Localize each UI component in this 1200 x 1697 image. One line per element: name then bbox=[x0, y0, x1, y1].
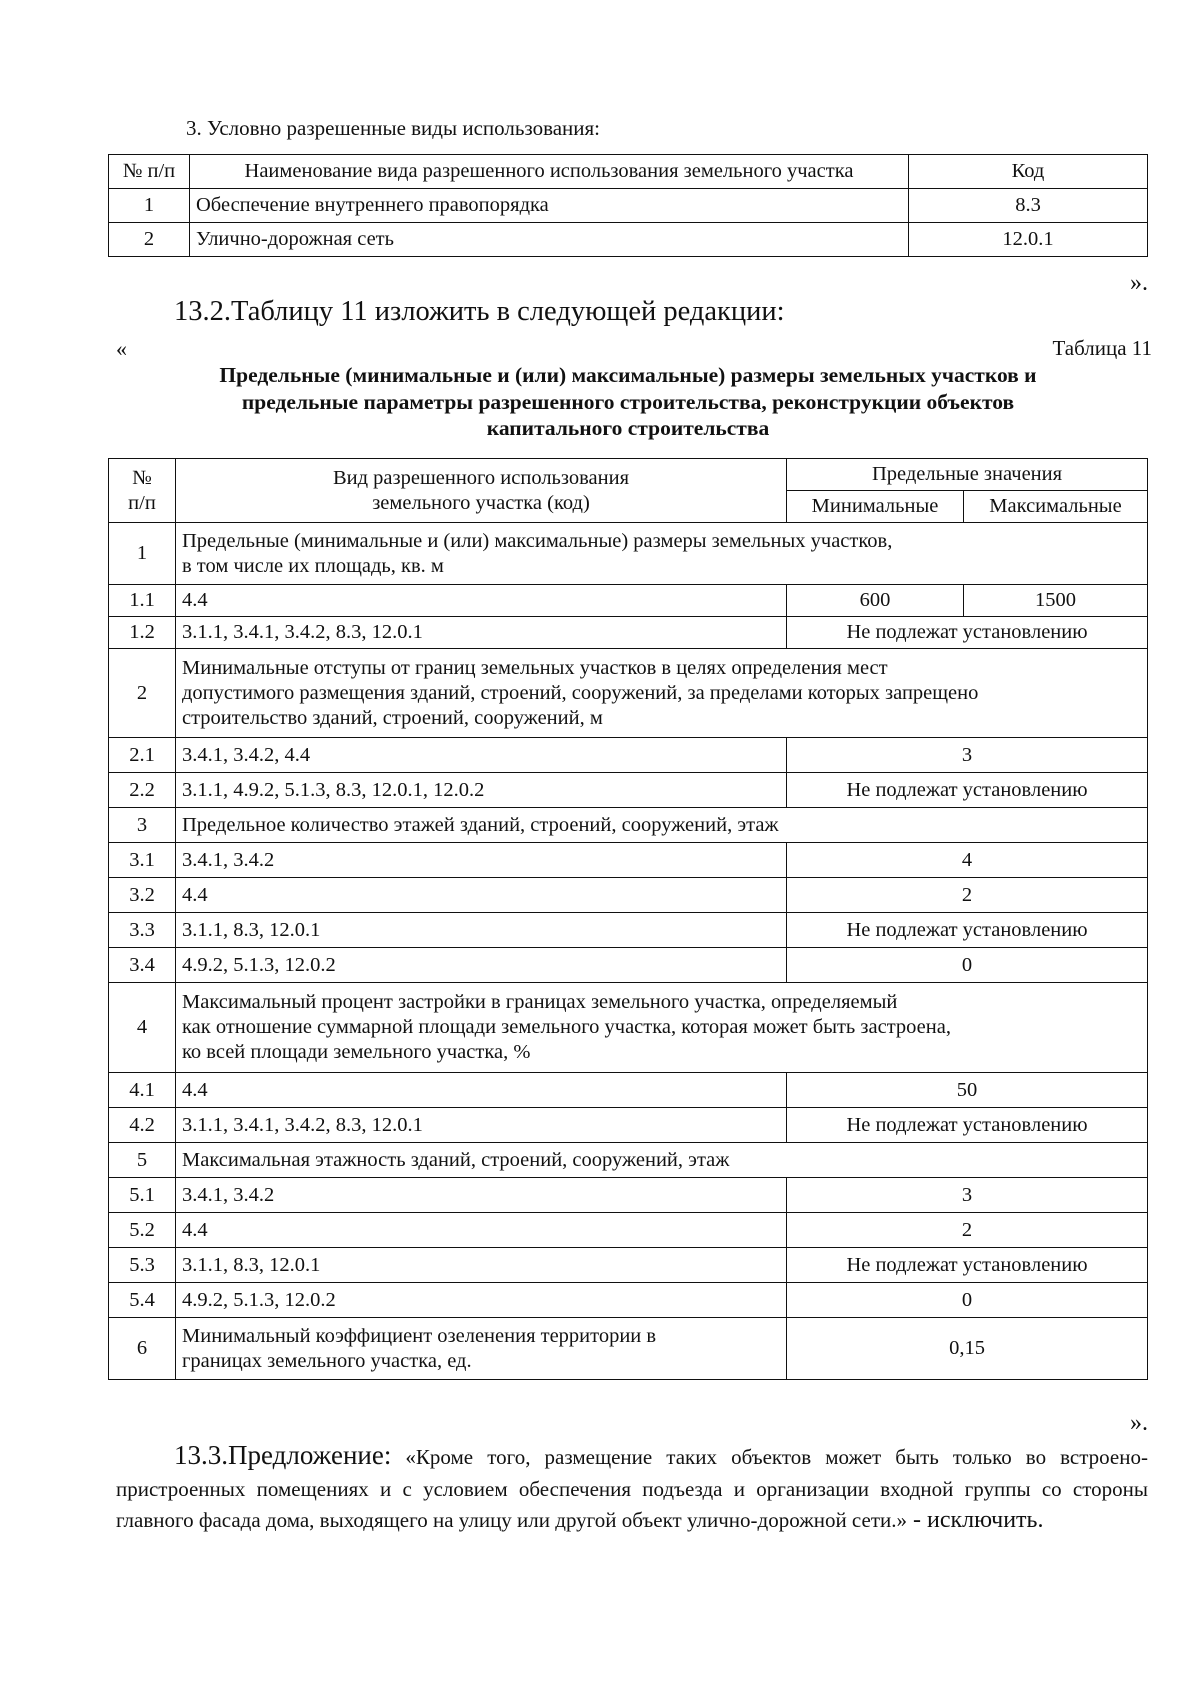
paragraph-lead: 13.3.Предложение: bbox=[174, 1440, 392, 1470]
table-label: Таблица 11 bbox=[1052, 336, 1152, 360]
paragraph-13-3 bbox=[116, 1440, 1148, 1537]
row-number: 4.1 bbox=[109, 1073, 176, 1108]
group-title: Предельные (минимальные и (или) максимальные) размеры земельных участков, в том числе их площадь, кв. м bbox=[176, 523, 1148, 585]
row-number: 2.1 bbox=[109, 738, 176, 773]
use-codes: 4.4 bbox=[176, 585, 787, 617]
group-title: Максимальный процент застройки в границах земельного участка, определяемый как отношение суммарной площади земельного участка, которая может быть застроена, ко всей площади земельного участка, % bbox=[176, 983, 1148, 1073]
table-header-row bbox=[109, 155, 1148, 189]
use-codes: 4.4 bbox=[176, 1073, 787, 1108]
use-codes: 3.1.1, 3.4.1, 3.4.2, 8.3, 12.0.1 bbox=[176, 1108, 787, 1143]
group-number: 1 bbox=[109, 523, 176, 585]
limit-value: 2 bbox=[787, 878, 1148, 913]
limit-value: Не подлежат установлению bbox=[787, 1108, 1148, 1143]
row-number: 3.1 bbox=[109, 843, 176, 878]
use-codes: 3.4.1, 3.4.2 bbox=[176, 1178, 787, 1213]
conditional-uses-table bbox=[108, 154, 1148, 257]
header-cell: № п/п bbox=[109, 155, 190, 189]
title-line: предельные параметры разрешенного строительства, реконструкции объектов bbox=[241, 389, 1015, 414]
header-max: Максимальные bbox=[964, 491, 1148, 523]
limit-value: 3 bbox=[787, 1178, 1148, 1213]
table-11 bbox=[108, 458, 1148, 1380]
group-number: 4 bbox=[109, 983, 176, 1073]
use-codes: 3.1.1, 8.3, 12.0.1 bbox=[176, 913, 787, 948]
paragraph-body: «Кроме того, размещение таких объектов может быть только во встроено-пристроенных помещениях и с условием обеспечения подъезда и организации входной группы со стороны главного фасада дома, выходящего на улицу или другой объект улично-дорожной сети.» bbox=[116, 1445, 1148, 1532]
row-number: 3.3 bbox=[109, 913, 176, 948]
limit-value: Не подлежат установлению bbox=[787, 1248, 1148, 1283]
group-number: 3 bbox=[109, 808, 176, 843]
title-line: Предельные (минимальные и (или) максимальные) размеры земельных участков и bbox=[219, 363, 1037, 387]
header-min: Минимальные bbox=[787, 491, 964, 523]
group-row bbox=[109, 1143, 1148, 1178]
row-number: 2 bbox=[109, 223, 190, 257]
table-row bbox=[109, 738, 1148, 773]
limit-value: 4 bbox=[787, 843, 1148, 878]
paragraph-13-2: 13.2.Таблицу 11 изложить в следующей редакции: bbox=[174, 296, 785, 327]
group-title: Минимальные отступы от границ земельных участков в целях определения мест допустимого размещения зданий, строений, сооружений, за пределами которых запрещено строительство зданий, строений, сооружений, м bbox=[176, 649, 1148, 738]
use-codes: 4.9.2, 5.1.3, 12.0.2 bbox=[176, 1283, 787, 1318]
group-row bbox=[109, 1318, 1148, 1380]
row-number: 1 bbox=[109, 189, 190, 223]
table-row bbox=[109, 189, 1148, 223]
limit-value: Не подлежат установлению bbox=[787, 617, 1148, 649]
group-row bbox=[109, 983, 1148, 1073]
row-number: 5.4 bbox=[109, 1283, 176, 1318]
header-cell: Код bbox=[909, 155, 1148, 189]
use-name: Улично-дорожная сеть bbox=[190, 223, 909, 257]
closing-quote: ». bbox=[1130, 270, 1148, 296]
use-code: 12.0.1 bbox=[909, 223, 1148, 257]
header-cell: Наименование вида разрешенного использования земельного участка bbox=[190, 155, 909, 189]
opening-quote: « bbox=[116, 336, 127, 361]
row-number: 5.1 bbox=[109, 1178, 176, 1213]
table-row bbox=[109, 1073, 1148, 1108]
limit-value: 2 bbox=[787, 1213, 1148, 1248]
row-number: 1.2 bbox=[109, 617, 176, 649]
use-codes: 3.4.1, 3.4.2 bbox=[176, 843, 787, 878]
max-value: 1500 bbox=[964, 585, 1148, 617]
table-row bbox=[109, 948, 1148, 983]
row-number: 4.2 bbox=[109, 1108, 176, 1143]
row-number: 5.2 bbox=[109, 1213, 176, 1248]
limit-value: Не подлежат установлению bbox=[787, 913, 1148, 948]
table-row bbox=[109, 843, 1148, 878]
min-value: 600 bbox=[787, 585, 964, 617]
limit-value: 50 bbox=[787, 1073, 1148, 1108]
use-name: Обеспечение внутреннего правопорядка bbox=[190, 189, 909, 223]
group-row bbox=[109, 808, 1148, 843]
table-row bbox=[109, 223, 1148, 257]
row-number: 3.2 bbox=[109, 878, 176, 913]
header-limits: Предельные значения bbox=[787, 459, 1148, 491]
group-title: Минимальный коэффициент озеленения территории в границах земельного участка, ед. bbox=[176, 1318, 787, 1380]
group-number: 2 bbox=[109, 649, 176, 738]
table-row bbox=[109, 1213, 1148, 1248]
limit-value: 3 bbox=[787, 738, 1148, 773]
table-row bbox=[109, 1178, 1148, 1213]
header-use-type: Вид разрешенного использования земельного участка (код) bbox=[176, 459, 787, 523]
limit-value: 0,15 bbox=[787, 1318, 1148, 1380]
limit-value: 0 bbox=[787, 948, 1148, 983]
table-row bbox=[109, 617, 1148, 649]
table-row bbox=[109, 1248, 1148, 1283]
paragraph-tail: - исключить. bbox=[907, 1507, 1044, 1533]
row-number: 3.4 bbox=[109, 948, 176, 983]
use-codes: 4.4 bbox=[176, 1213, 787, 1248]
group-number: 5 bbox=[109, 1143, 176, 1178]
table-header-row bbox=[109, 459, 1148, 491]
group-title: Максимальная этажность зданий, строений, сооружений, этаж bbox=[176, 1143, 1148, 1178]
title-line: капитального строительства bbox=[486, 416, 770, 440]
use-codes: 4.4 bbox=[176, 878, 787, 913]
use-codes: 3.4.1, 3.4.2, 4.4 bbox=[176, 738, 787, 773]
use-codes: 3.1.1, 8.3, 12.0.1 bbox=[176, 1248, 787, 1283]
limit-value: 0 bbox=[787, 1283, 1148, 1318]
table-row bbox=[109, 913, 1148, 948]
group-row bbox=[109, 649, 1148, 738]
use-codes: 3.1.1, 4.9.2, 5.1.3, 8.3, 12.0.1, 12.0.2 bbox=[176, 773, 787, 808]
table-row bbox=[109, 585, 1148, 617]
group-title: Предельное количество этажей зданий, строений, сооружений, этаж bbox=[176, 808, 1148, 843]
row-number: 2.2 bbox=[109, 773, 176, 808]
table-row bbox=[109, 1283, 1148, 1318]
use-codes: 4.9.2, 5.1.3, 12.0.2 bbox=[176, 948, 787, 983]
table-11-title bbox=[108, 362, 1148, 442]
row-number: 1.1 bbox=[109, 585, 176, 617]
table-row bbox=[109, 1108, 1148, 1143]
table-row bbox=[109, 773, 1148, 808]
use-codes: 3.1.1, 3.4.1, 3.4.2, 8.3, 12.0.1 bbox=[176, 617, 787, 649]
table-row bbox=[109, 878, 1148, 913]
row-number: 5.3 bbox=[109, 1248, 176, 1283]
section-3-heading: 3. Условно разрешенные виды использования: bbox=[186, 116, 601, 140]
closing-quote: ». bbox=[1130, 1410, 1148, 1436]
limit-value: Не подлежат установлению bbox=[787, 773, 1148, 808]
use-code: 8.3 bbox=[909, 189, 1148, 223]
header-number: № п/п bbox=[109, 459, 176, 523]
group-number: 6 bbox=[109, 1318, 176, 1380]
group-row bbox=[109, 523, 1148, 585]
